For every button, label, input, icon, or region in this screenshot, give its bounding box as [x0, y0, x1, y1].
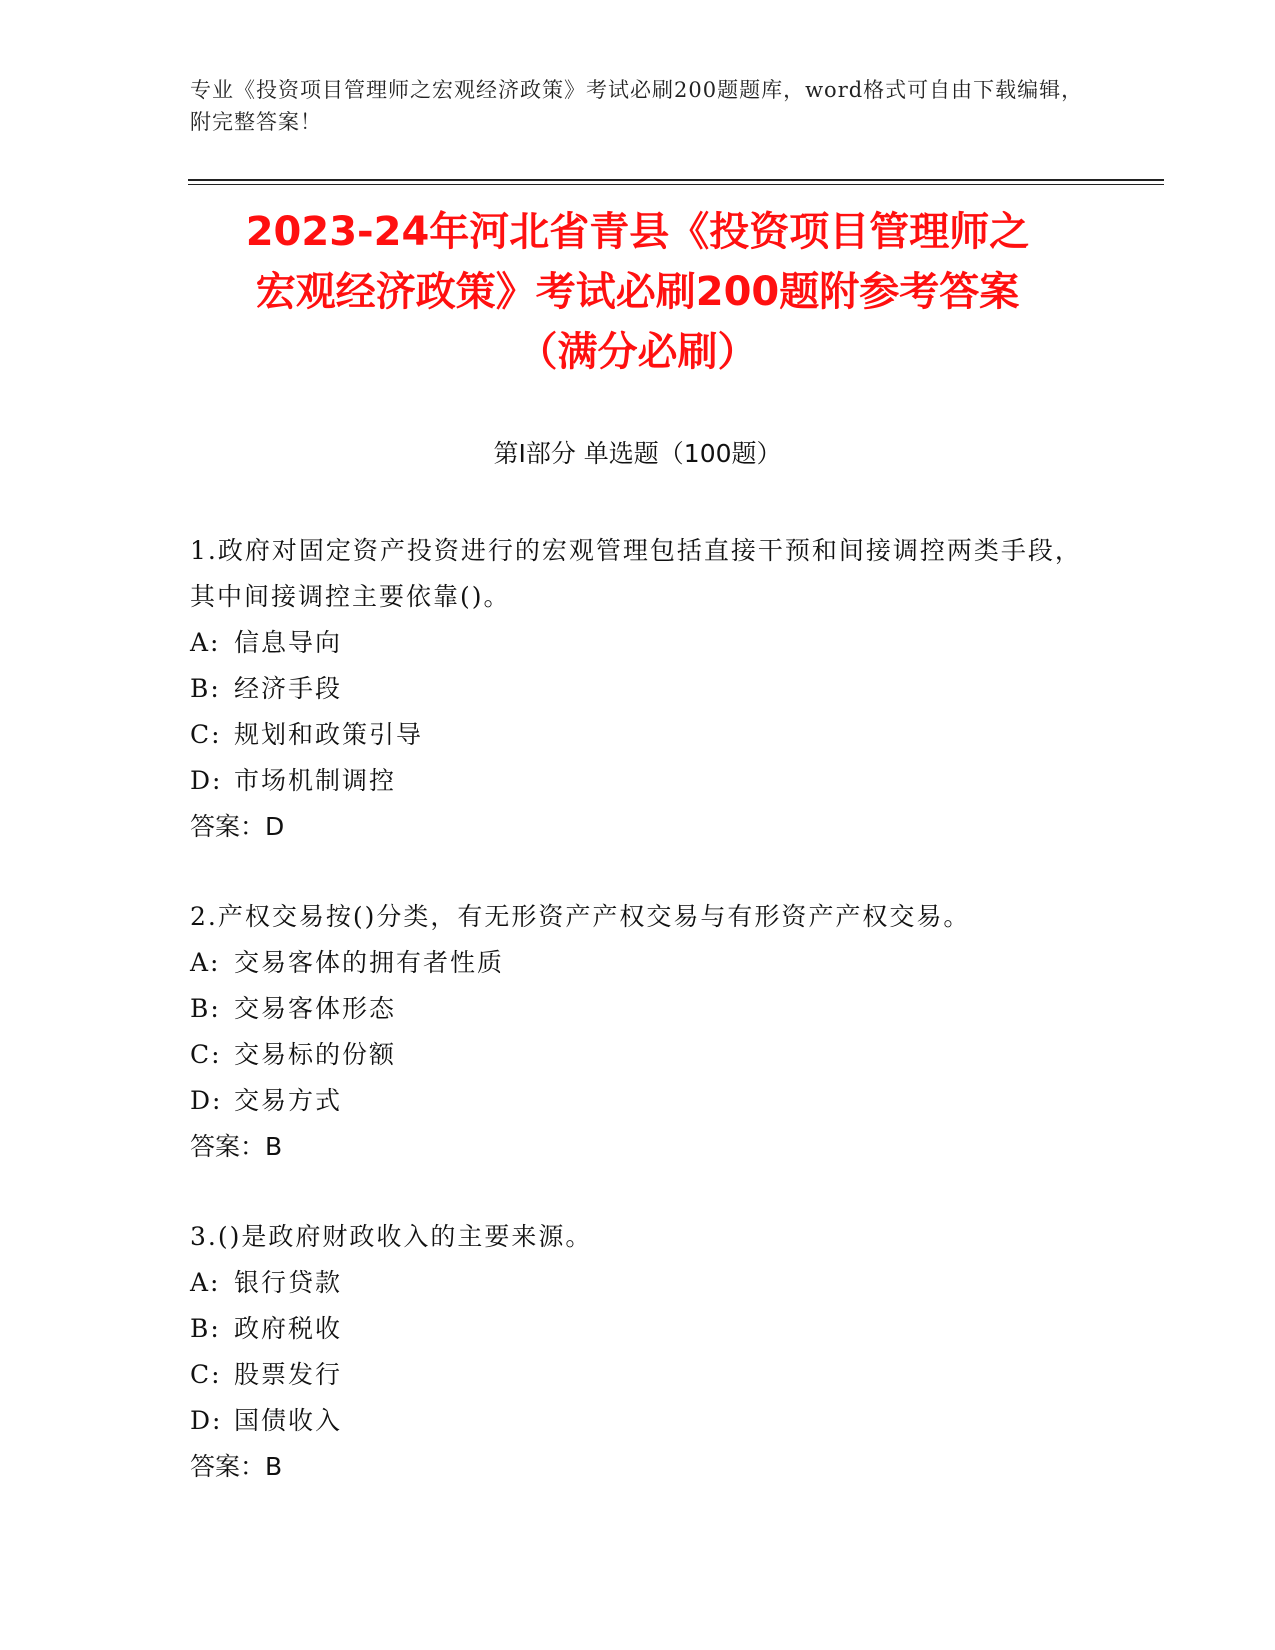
option-d: [190, 1078, 1090, 1124]
option-b: [190, 666, 1090, 712]
option-b: [190, 986, 1090, 1032]
option-c: [190, 1032, 1090, 1078]
title-line-3: （满分必刷）: [517, 329, 758, 375]
option-text: 规划和政策引导: [234, 720, 424, 749]
title-line-1: 2023-24年河北省青县《投资项目管理师之: [245, 209, 1030, 255]
option-a: [190, 620, 1090, 666]
answer: 答案：D: [190, 812, 285, 841]
option-key: A:: [190, 628, 221, 657]
option-key: D:: [190, 766, 223, 795]
option-c: [190, 1352, 1090, 1398]
option-text: 经济手段: [234, 674, 343, 703]
document-title: [150, 202, 1125, 382]
option-key: A:: [190, 1268, 221, 1297]
option-text: 交易客体形态: [234, 994, 397, 1023]
answer: 答案：B: [190, 1132, 283, 1161]
question-3: [190, 1214, 1090, 1490]
question-stem: 1.政府对固定资产投资进行的宏观管理包括直接干预和间接调控两类手段，其中间接调控主要依靠()。: [190, 536, 1082, 611]
option-key: C:: [190, 1360, 222, 1389]
option-text: 国债收入: [234, 1406, 343, 1435]
option-c: [190, 712, 1090, 758]
option-key: C:: [190, 1040, 222, 1069]
option-key: B:: [190, 994, 221, 1023]
option-text: 银行贷款: [234, 1268, 343, 1297]
option-text: 交易标的份额: [234, 1040, 397, 1069]
option-key: B:: [190, 1314, 221, 1343]
option-key: D:: [190, 1086, 223, 1115]
option-key: A:: [190, 948, 221, 977]
section-title: 第Ⅰ部分 单选题（100题）: [493, 439, 782, 468]
question-list: [190, 528, 1090, 1534]
option-key: B:: [190, 674, 221, 703]
option-text: 市场机制调控: [234, 766, 397, 795]
option-text: 信息导向: [234, 628, 343, 657]
header-divider-thin: [188, 184, 1164, 185]
option-d: [190, 758, 1090, 804]
option-text: 交易客体的拥有者性质: [234, 948, 505, 977]
header-note: 专业《投资项目管理师之宏观经济政策》考试必刷200题题库，word格式可自由下载编辑，附完整答案！: [190, 78, 1084, 134]
question-1: [190, 528, 1090, 850]
option-key: D:: [190, 1406, 223, 1435]
option-b: [190, 1306, 1090, 1352]
question-stem: 3.()是政府财政收入的主要来源。: [190, 1222, 593, 1251]
option-text: 股票发行: [234, 1360, 343, 1389]
option-text: 政府税收: [234, 1314, 343, 1343]
title-line-2: 宏观经济政策》考试必刷200题附参考答案: [255, 269, 1020, 315]
option-a: [190, 940, 1090, 986]
header-divider-thick: [188, 179, 1164, 181]
option-text: 交易方式: [234, 1086, 343, 1115]
question-stem: 2.产权交易按()分类，有无形资产产权交易与有形资产产权交易。: [190, 902, 971, 931]
option-d: [190, 1398, 1090, 1444]
option-a: [190, 1260, 1090, 1306]
question-2: [190, 894, 1090, 1170]
answer: 答案：B: [190, 1452, 283, 1481]
option-key: C:: [190, 720, 222, 749]
